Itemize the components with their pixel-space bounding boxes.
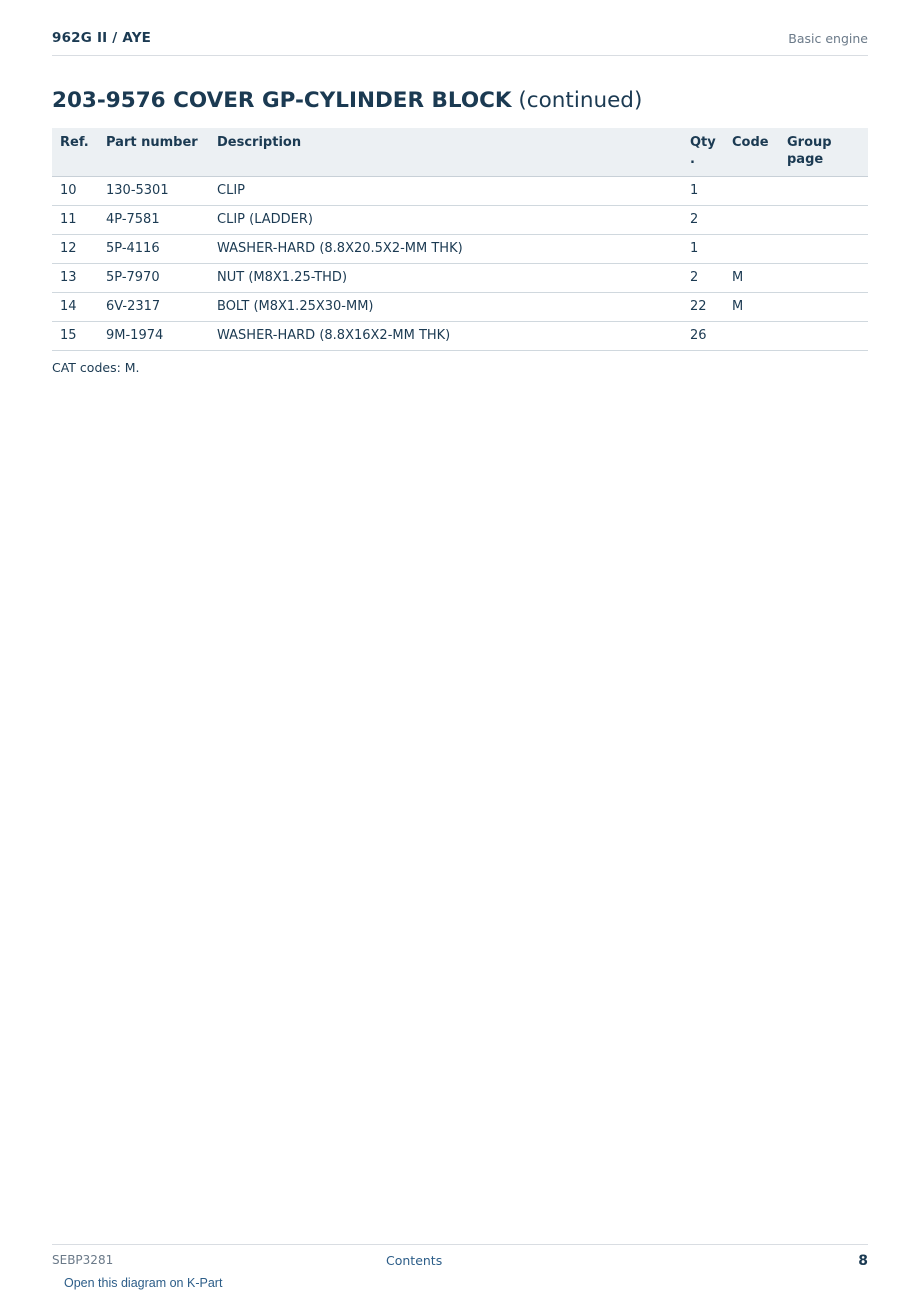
cell-code: M xyxy=(728,264,781,293)
cell-description: WASHER-HARD (8.8X20.5X2-MM THK) xyxy=(209,235,682,264)
cell-group-page xyxy=(781,235,868,264)
cell-group-page xyxy=(781,206,868,235)
cell-qty: 2 xyxy=(682,206,728,235)
cell-ref: 12 xyxy=(52,235,98,264)
table-row xyxy=(52,206,868,235)
table-row xyxy=(52,264,868,293)
cat-codes-note: CAT codes: M. xyxy=(52,360,140,375)
cell-code xyxy=(728,206,781,235)
table-row xyxy=(52,293,868,322)
page-header xyxy=(52,28,868,56)
title-suffix: (continued) xyxy=(518,88,643,113)
document-id: SEBP3281 xyxy=(52,1253,114,1267)
cell-part-number: 6V-2317 xyxy=(98,293,209,322)
cell-description: NUT (M8X1.25-THD) xyxy=(209,264,682,293)
cell-part-number: 4P-7581 xyxy=(98,206,209,235)
cell-part-number: 5P-7970 xyxy=(98,264,209,293)
page-number: 8 xyxy=(858,1253,868,1269)
cell-description: CLIP xyxy=(209,177,682,206)
contents-link[interactable]: Contents xyxy=(386,1253,443,1268)
page-footer xyxy=(52,1244,868,1269)
cell-description: WASHER-HARD (8.8X16X2-MM THK) xyxy=(209,322,682,351)
cell-part-number: 5P-4116 xyxy=(98,235,209,264)
cell-qty: 1 xyxy=(682,235,728,264)
section-name: Basic engine xyxy=(788,31,868,46)
cell-group-page xyxy=(781,322,868,351)
open-kpart-link[interactable]: Open this diagram on K-Part xyxy=(64,1276,223,1290)
cell-code: M xyxy=(728,293,781,322)
cell-group-page xyxy=(781,293,868,322)
cell-qty: 22 xyxy=(682,293,728,322)
header-part-number: Part number xyxy=(98,128,209,177)
cell-qty: 1 xyxy=(682,177,728,206)
cell-ref: 14 xyxy=(52,293,98,322)
cell-ref: 11 xyxy=(52,206,98,235)
table-row xyxy=(52,235,868,264)
cell-group-page xyxy=(781,264,868,293)
machine-model: 962G II / AYE xyxy=(52,30,152,46)
header-code: Code xyxy=(728,128,781,177)
header-group-page: Group page xyxy=(781,128,868,177)
table-row xyxy=(52,322,868,351)
header-description: Description xyxy=(209,128,682,177)
cell-code xyxy=(728,177,781,206)
parts-table xyxy=(52,128,868,351)
page-title xyxy=(52,88,642,113)
title-main: 203-9576 COVER GP-CYLINDER BLOCK xyxy=(52,88,512,113)
cell-ref: 15 xyxy=(52,322,98,351)
cell-description: CLIP (LADDER) xyxy=(209,206,682,235)
cell-qty: 2 xyxy=(682,264,728,293)
cell-code xyxy=(728,235,781,264)
cell-group-page xyxy=(781,177,868,206)
table-header-row xyxy=(52,128,868,177)
cell-description: BOLT (M8X1.25X30-MM) xyxy=(209,293,682,322)
cell-code xyxy=(728,322,781,351)
cell-ref: 13 xyxy=(52,264,98,293)
cell-ref: 10 xyxy=(52,177,98,206)
cell-part-number: 9M-1974 xyxy=(98,322,209,351)
cell-part-number: 130-5301 xyxy=(98,177,209,206)
header-qty: Qty . xyxy=(682,128,728,177)
cell-qty: 26 xyxy=(682,322,728,351)
table-row xyxy=(52,177,868,206)
header-ref: Ref. xyxy=(52,128,98,177)
